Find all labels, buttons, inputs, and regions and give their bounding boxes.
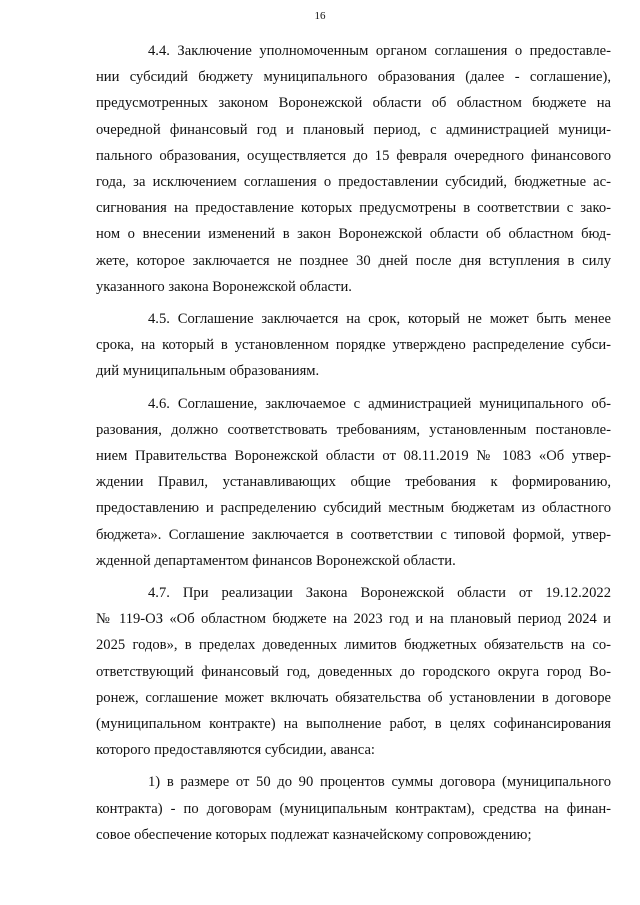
text-line: 4.5. Соглашение заключается на срок, который не может быть менее	[148, 311, 611, 328]
text-line: ронеж, соглашение может включать обязательства об установлении в договоре	[96, 689, 611, 706]
paragraph-4-7-item-1	[96, 769, 611, 848]
paragraph-4-4	[96, 38, 611, 300]
text-line: 4.7. При реализации Закона Воронежской области от 19.12.2022	[148, 585, 611, 602]
text-line: бюджета». Соглашение заключается в соответствии с типовой формой, утвер-	[96, 526, 611, 543]
text-line: ном о внесении изменений в закон Воронежской области об областном бюд-	[96, 226, 611, 243]
document-body	[96, 38, 611, 848]
text-line: (муниципальном контракте) на выполнение работ, в целях софинансирования	[96, 716, 611, 733]
text-line: предоставлению и распределению субсидий местным бюджетам из областного	[96, 500, 611, 517]
text-line: жете, которое заключается не позднее 30 дней после дня вступления в силу	[96, 252, 611, 269]
text-line: разования, должно соответствовать требованиям, установленным постановле-	[96, 421, 611, 438]
text-line: нием Правительства Воронежской области от 08.11.2019 № 1083 «Об утвер-	[96, 448, 611, 465]
text-line: ждении Правил, устанавливающих общие требования к формированию,	[96, 474, 611, 491]
text-line: которого предоставляются субсидии, аванса:	[96, 742, 375, 759]
text-line: предусмотренных законом Воронежской области об областном бюджете на	[96, 95, 611, 112]
text-line: совое обеспечение которых подлежат казначейскому сопровождению;	[96, 826, 532, 843]
text-line: жденной департаментом финансов Воронежской области.	[96, 552, 456, 569]
text-line: 4.4. Заключение уполномоченным органом соглашения о предоставле-	[148, 43, 611, 59]
page-number: 16	[314, 10, 326, 22]
text-line: 4.6. Соглашение, заключаемое с администрацией муниципального об-	[148, 395, 611, 412]
text-line: года, за исключением соглашения о предоставлении субсидий, бюджетные ас-	[96, 174, 611, 191]
text-line: контракта) - по договорам (муниципальным контрактам), средства на финан-	[96, 800, 611, 817]
text-line: сигнования на предоставление которых предусмотрены в соответствии с зако-	[96, 200, 611, 217]
paragraph-4-5	[96, 306, 611, 385]
paragraph-4-6	[96, 391, 611, 574]
text-line: дий муниципальным образованиям.	[96, 363, 320, 380]
text-line: 1) в размере от 50 до 90 процентов суммы договора (муниципального	[148, 774, 611, 791]
text-line: срока, на который в установленном порядке утверждено распределение субси-	[96, 337, 611, 354]
text-line: указанного закона Воронежской области.	[96, 278, 352, 295]
paragraph-4-7	[96, 580, 611, 763]
text-line: очередной финансовый год и плановый период, с администрацией муници-	[96, 121, 611, 138]
text-line: 2025 годов», в пределах доведенных лимитов бюджетных обязательств на со-	[96, 637, 611, 654]
text-line: № 119-ОЗ «Об областном бюджете на 2023 год и на плановый период 2024 и	[96, 611, 611, 628]
text-line: ответствующий финансовый год, доведенных до городского округа город Во-	[96, 663, 611, 680]
text-line: нии субсидий бюджету муниципального образования (далее - соглашение),	[96, 69, 611, 86]
text-line: пального образования, осуществляется до 15 февраля очередного финансового	[96, 147, 611, 164]
